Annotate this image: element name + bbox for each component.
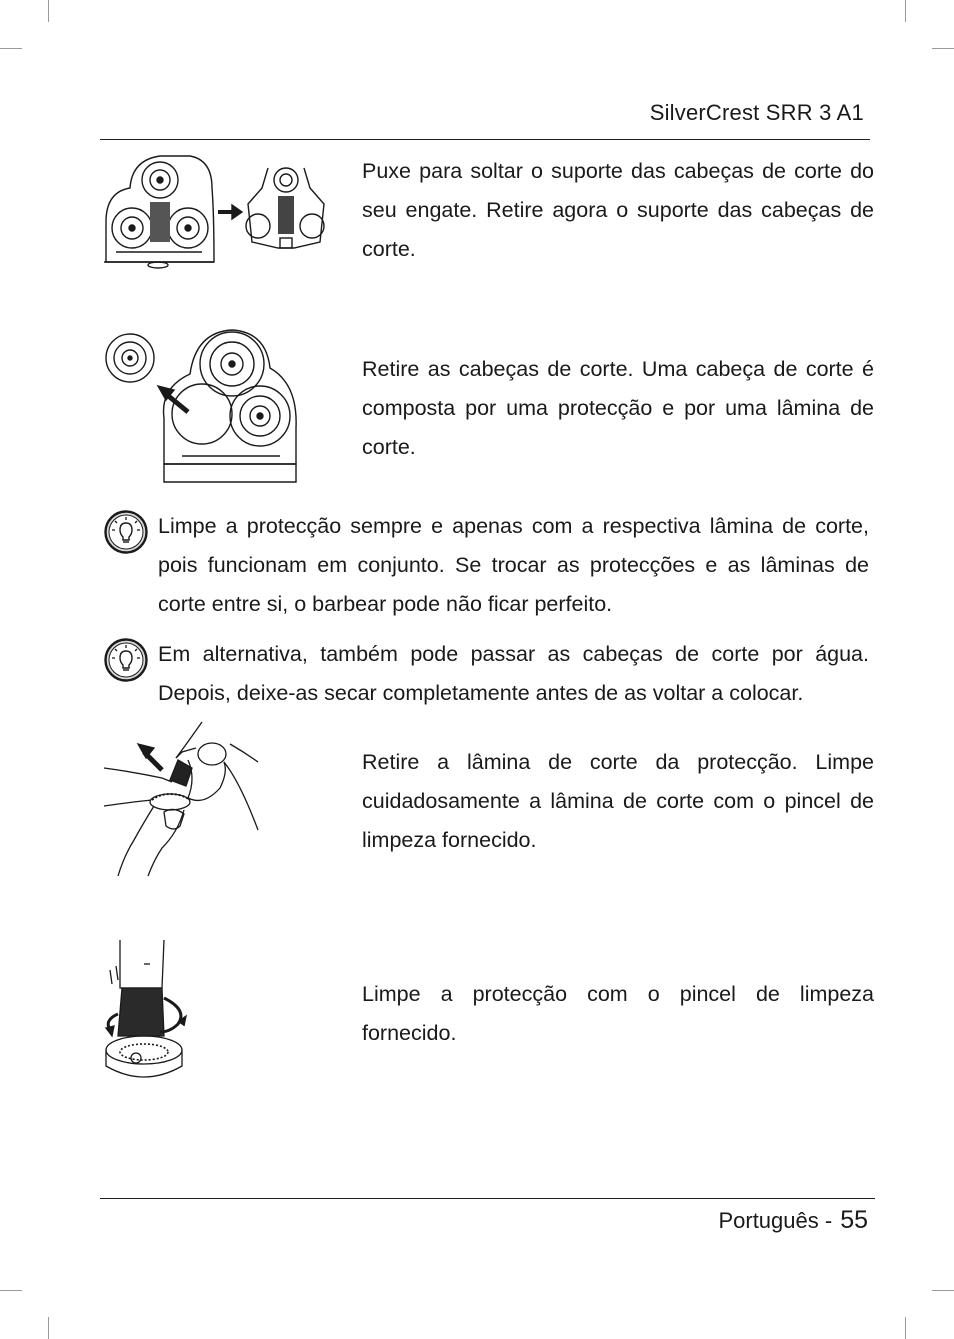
step-2-text: Retire as cabeças de corte. Uma cabeça de corte é composta por uma protecção e por uma lâmina de corte. <box>362 357 874 460</box>
crop-mark <box>48 0 49 22</box>
step-3-text: Retire a lâmina de corte da protecção. Limpe cuidadosamente a lâmina de corte com o pincel de limpeza fornecido. <box>362 750 874 853</box>
tip-1-text: Limpe a protecção sempre e apenas com a respectiva lâmina de corte, pois funcionam em conjunto. Se trocar as protecções e as lâminas de corte entre si, o barbear pode não ficar perfeito. <box>158 514 869 617</box>
lightbulb-icon <box>104 510 148 554</box>
tip-2-text: Em alternativa, também pode passar as cabeças de corte por água. Depois, deixe-as secar completamente antes de as voltar a colocar. <box>158 642 869 706</box>
step-1-text: Puxe para soltar o suporte das cabeças de corte do seu engate. Retire agora o suporte das cabeças de corte. <box>362 159 874 262</box>
header-rule <box>100 139 870 140</box>
crop-mark <box>932 48 954 49</box>
step-4-text: Limpe a protecção com o pincel de limpeza fornecido. <box>362 982 874 1046</box>
page-footer <box>718 1206 868 1235</box>
blade-brushing-illustration <box>104 722 264 878</box>
crop-mark <box>0 1290 22 1291</box>
guard-brushing-illustration <box>104 940 188 1084</box>
page-header-title: SilverCrest SRR 3 A1 <box>649 100 864 125</box>
head-holder-removal-illustration <box>102 152 332 268</box>
cutting-head-removal-illustration <box>104 328 300 484</box>
footer-rule <box>100 1198 875 1199</box>
crop-mark <box>932 1290 954 1291</box>
crop-mark <box>48 1317 49 1339</box>
crop-mark <box>0 48 22 49</box>
footer-language: Português - <box>718 1208 833 1233</box>
crop-mark <box>905 1317 906 1339</box>
page-number: 55 <box>840 1206 868 1234</box>
crop-mark <box>905 0 906 22</box>
lightbulb-icon <box>104 638 148 682</box>
